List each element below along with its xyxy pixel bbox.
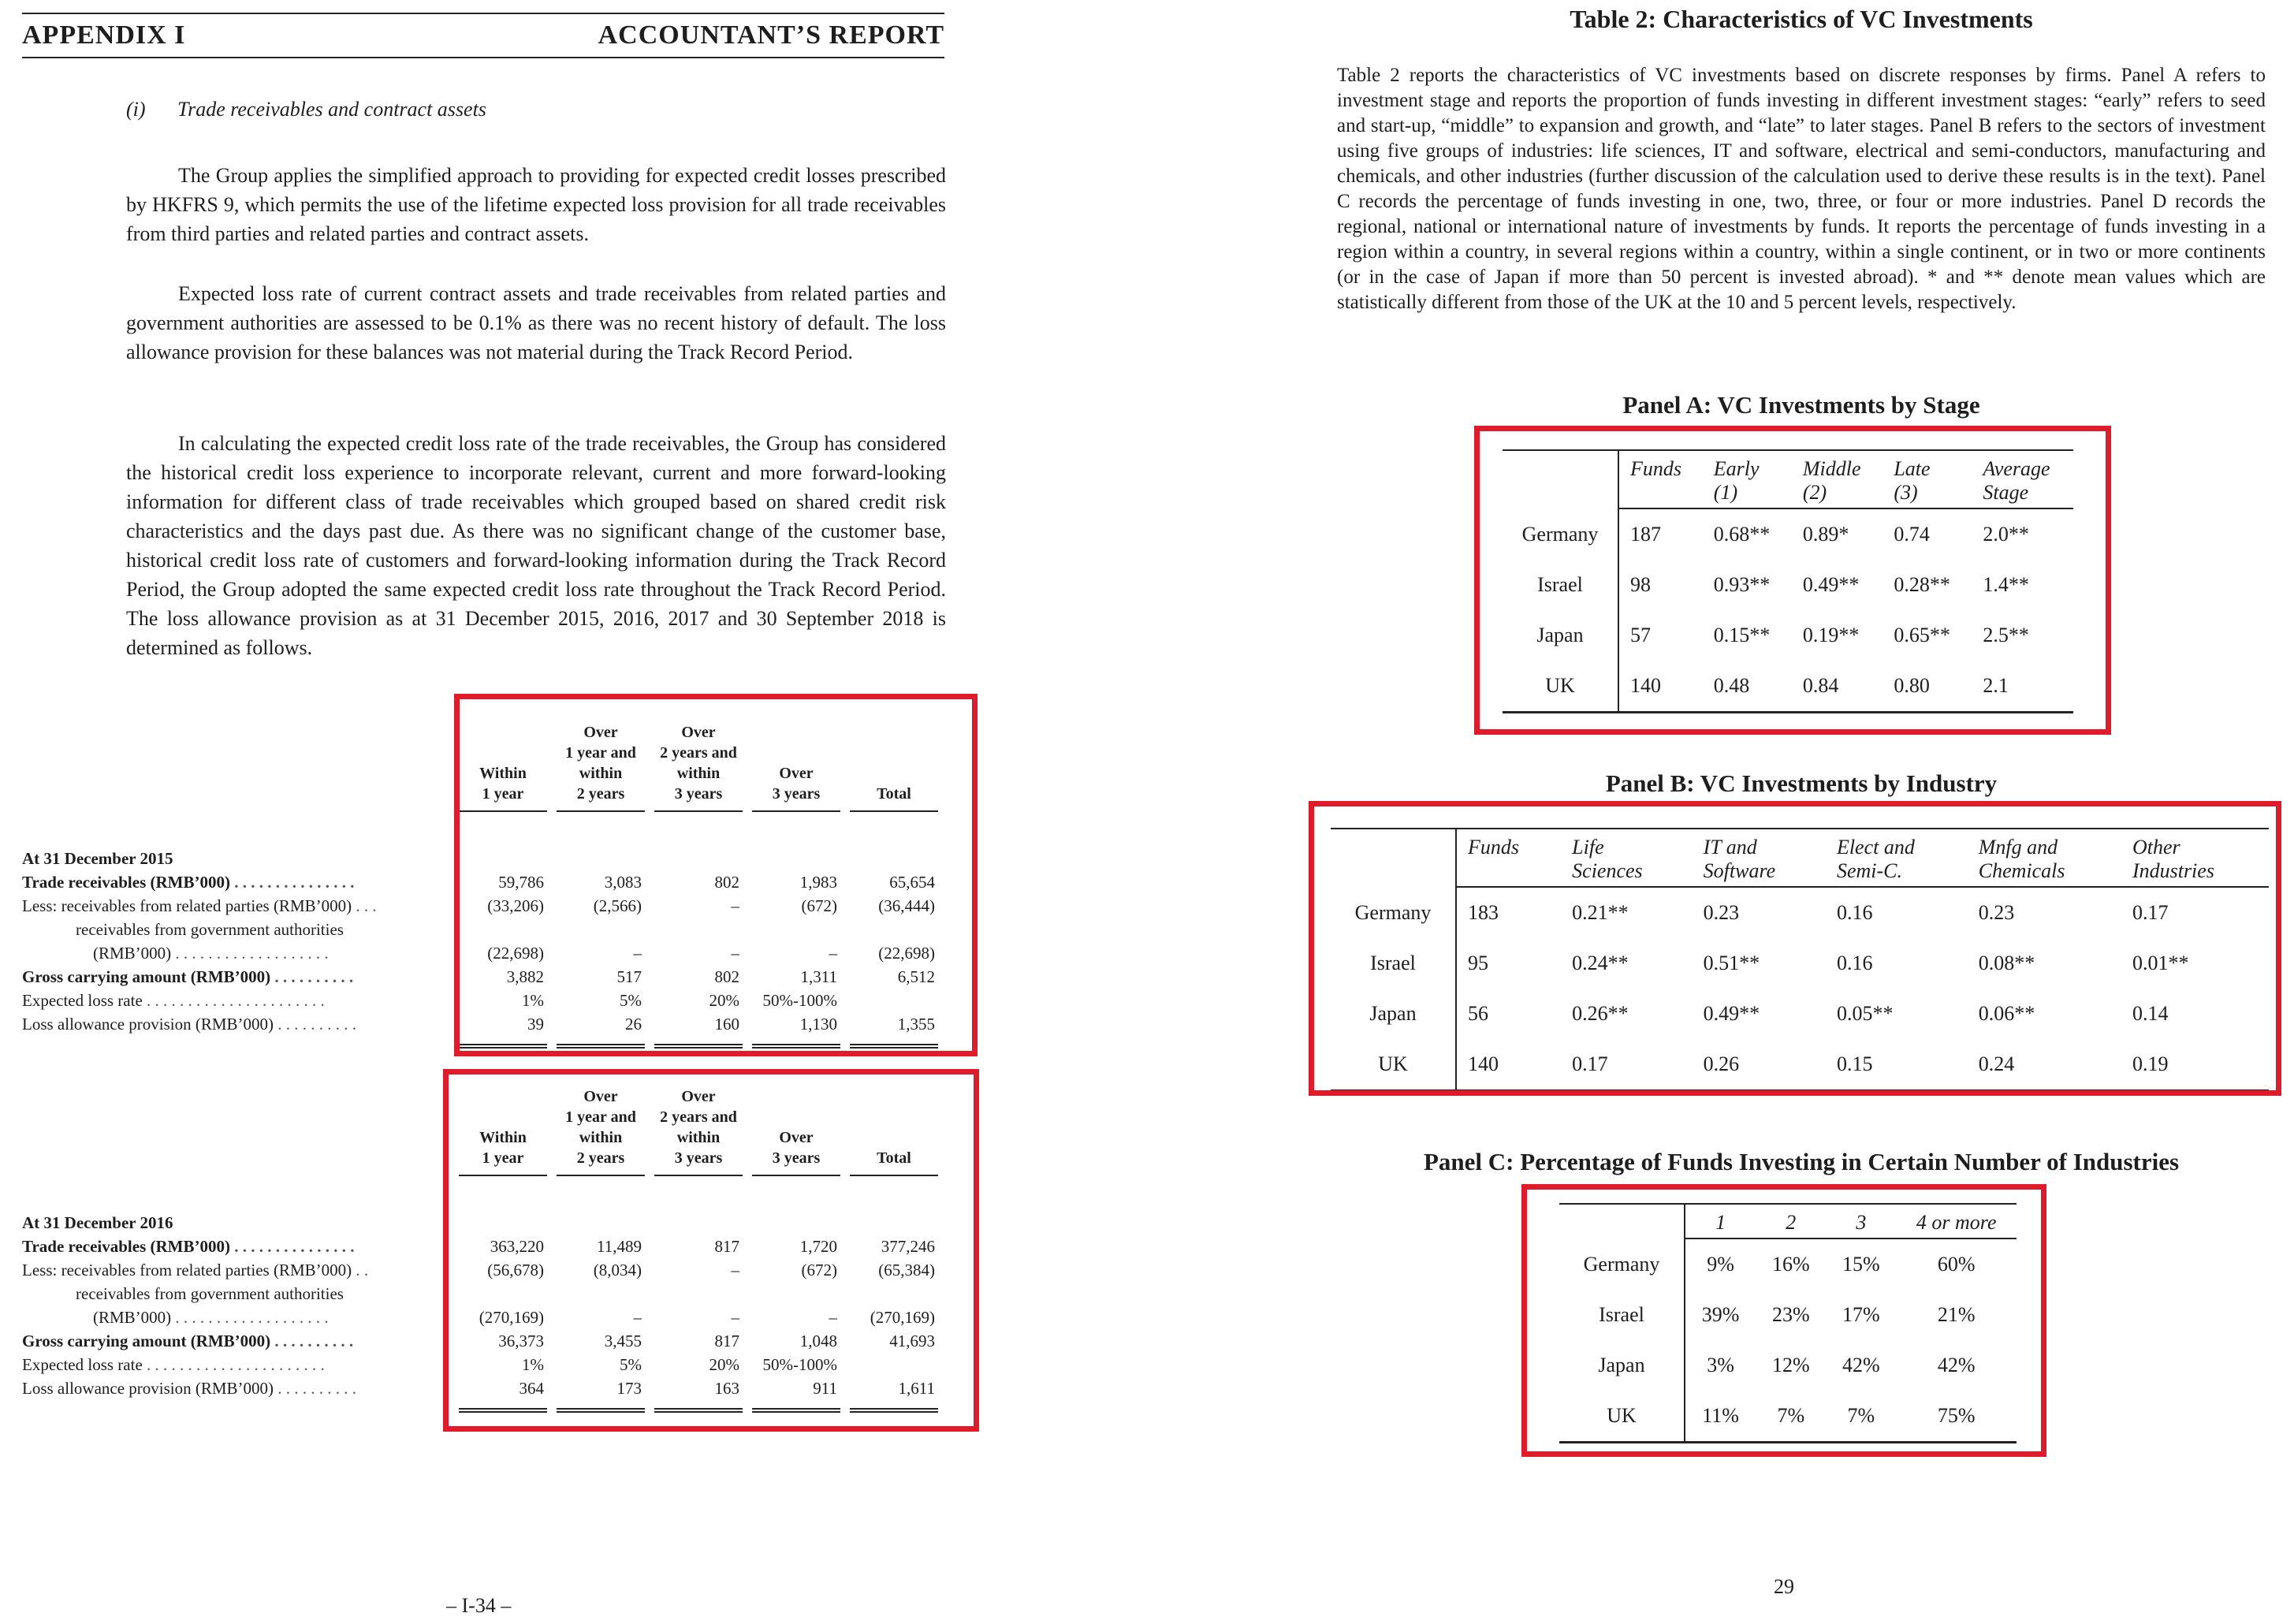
cell: 95	[1468, 952, 1488, 974]
cell: 2.0**	[1983, 523, 2029, 546]
running-head-right: ACCOUNTANT’S REPORT	[598, 20, 944, 50]
cell: 0.05**	[1836, 1002, 1894, 1025]
row-label-gross: Gross carrying amount (RMB’000) . . . . . . . . . .	[22, 967, 354, 986]
cell: 0.17	[1561, 1039, 1692, 1091]
cell: 0.15	[1826, 1039, 1968, 1091]
country-cell: Germany	[1559, 1238, 1685, 1290]
cell: 0.15**	[1713, 624, 1771, 646]
cell: 817	[714, 1237, 739, 1256]
cell: (22,698)	[487, 944, 544, 963]
running-head-left: APPENDIX I	[22, 20, 186, 50]
cell: 0.01**	[2132, 952, 2189, 974]
cell: 0.19**	[1802, 624, 1860, 646]
col-header: Late (3)	[1882, 450, 1972, 508]
col-header: Early (1)	[1703, 450, 1792, 508]
cell: 36,373	[498, 1332, 544, 1350]
row-label-gov-line1: receivables from government authorities	[76, 920, 344, 939]
cell: 0.48	[1703, 661, 1792, 713]
col-header-over-3-years: Over 3 years	[752, 717, 840, 812]
highlight-box-table-2016	[443, 1069, 979, 1432]
cell: 1.4**	[1983, 573, 2029, 596]
page-number-left: – I-34 –	[446, 1594, 512, 1617]
cell: 377,246	[881, 1237, 935, 1256]
col-header-2-to-3-years: Over 2 years and within 3 years	[654, 1082, 743, 1176]
cell: 1,311	[800, 967, 837, 986]
cell: 42%	[1937, 1354, 1976, 1376]
cell: 11%	[1685, 1391, 1756, 1443]
cell: 17%	[1842, 1303, 1880, 1326]
cell: 0.49**	[1703, 1002, 1760, 1025]
cell: 1%	[522, 1355, 544, 1374]
col-header: Other Industries	[2121, 829, 2269, 887]
header-blank	[22, 717, 454, 812]
cell: 59,786	[498, 873, 544, 892]
country-cell: Japan	[1559, 1340, 1685, 1391]
cell: 23%	[1771, 1303, 1810, 1326]
col-header: 3	[1826, 1204, 1896, 1238]
cell: 3,882	[506, 967, 544, 986]
table-date: At 31 December 2015	[22, 849, 173, 868]
cell: –	[633, 944, 642, 963]
right-page	[1309, 0, 2294, 1624]
cell: 1%	[522, 991, 544, 1010]
col-header-within-1-year: Within 1 year	[459, 1082, 547, 1176]
cell: 0.23	[1703, 901, 1740, 924]
cell: 2.5**	[1983, 624, 2029, 646]
cell: 163	[714, 1379, 739, 1398]
cell: 9%	[1707, 1253, 1734, 1276]
cell: 0.14	[2132, 1002, 2169, 1025]
cell: 11,489	[597, 1237, 642, 1256]
cell: 0.49**	[1802, 573, 1860, 596]
cell: 0.26	[1693, 1039, 1826, 1091]
cell: 42%	[1842, 1354, 1880, 1376]
cell: (672)	[801, 896, 837, 915]
row-label-gov-line2: (RMB’000) . . . . . . . . . . . . . . . . . . .	[93, 944, 329, 963]
col-header-within-1-year: Within 1 year	[459, 717, 547, 812]
row-label-provision: Loss allowance provision (RMB’000) . . . . . . . . . .	[22, 1379, 357, 1398]
cell: 802	[714, 873, 739, 892]
cell: 0.17	[2132, 901, 2169, 924]
cell: 0.80	[1882, 661, 1972, 713]
table-caption: Table 2 reports the characteristics of VC investments based on discrete responses by firms. Panel A refers to investment stage and reports the proportion of funds investing in different investment stages: “early” refers to seed and start-up, “middle” to expansion and growth, and “late” to later stages. Panel B refers to the sectors of investment using five groups of industries: life sciences, IT and software, electrical and semi-conductors, manufacturing and chemicals, and other industries (further discussion of the calculation used to derive these results is in the text). Panel C records the percentage of funds investing in one, two, three, or four or more industries. Panel D records the regional, national or international nature of investments by funds. It reports the percentage of funds investing in a region within a country, in several regions within a country, within a single continent, or in two or more continents (or in the case of Japan if more than 50 percent is invested abroad). * and ** denote mean values which are statistically different from those of the UK at the 10 and 5 percent levels, respectively.	[1337, 65, 2266, 313]
cell: 5%	[620, 991, 642, 1010]
cell: 160	[714, 1015, 739, 1034]
section-heading	[126, 98, 486, 121]
cell: 1,983	[799, 873, 837, 892]
col-header: 1	[1685, 1204, 1756, 1238]
cell: 0.23	[1978, 901, 2015, 924]
cell: 26	[625, 1015, 642, 1034]
cell: 7%	[1826, 1391, 1896, 1443]
cell: 0.21**	[1572, 901, 1629, 924]
cell: 817	[714, 1332, 739, 1350]
cell: 65,654	[889, 873, 935, 892]
country-cell: Germany	[1503, 508, 1618, 560]
cell: 0.26**	[1572, 1002, 1629, 1025]
cell: 0.16	[1836, 952, 1873, 974]
row-label-gross: Gross carrying amount (RMB’000) . . . . . . . . . .	[22, 1332, 354, 1350]
col-header: Elect and Semi-C.	[1826, 829, 1968, 887]
cell: 3,455	[604, 1332, 642, 1350]
cell: 0.24**	[1572, 952, 1629, 974]
panel-c-title: Panel C: Percentage of Funds Investing in Certain Number of Industries	[1423, 1148, 2180, 1175]
highlight-box-panel-b	[1309, 801, 2281, 1096]
cell: 0.89*	[1802, 523, 1849, 546]
cell: 363,220	[490, 1237, 544, 1256]
page-number-right: 29	[1774, 1575, 1794, 1598]
cell: 0.24	[1968, 1039, 2121, 1091]
cell: 2.1	[1972, 661, 2073, 713]
cell: 57	[1630, 624, 1651, 646]
col-header-2-to-3-years: Over 2 years and within 3 years	[654, 717, 743, 812]
cell: (672)	[801, 1261, 837, 1279]
cell: 3%	[1707, 1354, 1734, 1376]
col-header: 2	[1756, 1204, 1826, 1238]
cell: –	[731, 944, 739, 963]
cell: (65,384)	[878, 1261, 935, 1279]
cell: 0.74	[1894, 523, 1930, 546]
row-label-rate: Expected loss rate . . . . . . . . . . . . . . . . . . . . . .	[22, 1355, 325, 1374]
cell: 0.28**	[1894, 573, 1950, 596]
running-head	[22, 13, 944, 58]
cell: 16%	[1771, 1253, 1810, 1276]
col-header: 4 or more	[1896, 1204, 2017, 1238]
row-label-gov-line1: receivables from government authorities	[76, 1284, 344, 1303]
header-blank	[22, 1082, 454, 1176]
paragraph-2: Expected loss rate of current contract assets and trade receivables from related parties and government authorities are assessed to be 0.1% as there was no recent history of default. The loss allowance provision for these balances was not material during the Track Record Period.	[126, 282, 946, 363]
paragraph-3: In calculating the expected credit loss rate of the trade receivables, the Group has considered the historical credit loss experience to incorporate relevant, current and more forward-looking information for different class of trade receivables which grouped based on shared credit risk characteristics and the days past due. As there was no significant change of the customer base, historical credit loss rate of customers and forward-looking information during the Track Record Period, the Group adopted the same expected credit loss rate throughout the Track Record Period. The loss allowance provision as at 31 December 2015, 2016, 2017 and 30 September 2018 is determined as follows.	[126, 432, 946, 659]
cell: 183	[1468, 901, 1499, 924]
cell: –	[731, 896, 739, 915]
country-cell: UK	[1331, 1039, 1456, 1091]
cell: 0.93**	[1713, 573, 1771, 596]
row-label-trade: Trade receivables (RMB’000) . . . . . . . . . . . . . . .	[22, 1237, 355, 1256]
cell: 1,355	[897, 1015, 935, 1034]
col-header: Funds	[1456, 829, 1561, 887]
cell: 173	[616, 1379, 642, 1398]
cell: 1,130	[799, 1015, 837, 1034]
cell: (2,566)	[593, 896, 642, 915]
cell: 15%	[1842, 1253, 1880, 1276]
cell: 0.51**	[1703, 952, 1760, 974]
country-cell: Israel	[1503, 560, 1618, 610]
country-cell: UK	[1503, 661, 1618, 713]
cell: –	[633, 1308, 642, 1327]
cell: (270,169)	[479, 1308, 544, 1327]
cell: 1,720	[799, 1237, 837, 1256]
cell: 60%	[1937, 1253, 1976, 1276]
country-cell: Israel	[1559, 1290, 1685, 1340]
panel-a-title: Panel A: VC Investments by Stage	[1622, 391, 1980, 419]
cell: 20%	[709, 1355, 739, 1374]
cell: 75%	[1896, 1391, 2017, 1443]
cell: 140	[1456, 1039, 1561, 1091]
cell: 20%	[709, 991, 739, 1010]
col-header: Mnfg and Chemicals	[1968, 829, 2121, 887]
col-header-1-to-2-years: Over 1 year and within 2 years	[557, 717, 645, 812]
cell: 12%	[1771, 1354, 1810, 1376]
section-title: Trade receivables and contract assets	[177, 98, 486, 121]
country-cell: Japan	[1503, 610, 1618, 661]
cell: 0.16	[1836, 901, 1873, 924]
cell: 517	[616, 967, 642, 986]
cell: 0.08**	[1978, 952, 2035, 974]
cell: 50%-100%	[762, 991, 837, 1010]
cell: 6,512	[897, 967, 935, 986]
cell: 39	[527, 1015, 544, 1034]
left-page	[0, 0, 985, 1624]
col-header-over-3-years: Over 3 years	[752, 1082, 840, 1176]
country-cell: Japan	[1331, 989, 1456, 1039]
cell: 0.84	[1792, 661, 1882, 713]
panel-b-title: Panel B: VC Investments by Industry	[1605, 769, 1998, 797]
cell: (22,698)	[878, 944, 935, 963]
cell: 21%	[1937, 1303, 1976, 1326]
cell: 1,048	[799, 1332, 837, 1350]
cell: 364	[519, 1379, 544, 1398]
row-label-trade: Trade receivables (RMB’000) . . . . . . . . . . . . . . .	[22, 873, 355, 892]
cell: (270,169)	[870, 1308, 935, 1327]
col-header-1-to-2-years: Over 1 year and within 2 years	[557, 1082, 645, 1176]
highlight-box-panel-a	[1474, 426, 2111, 735]
row-label-provision: Loss allowance provision (RMB’000) . . . . . . . . . .	[22, 1015, 357, 1034]
cell: 41,693	[889, 1332, 935, 1350]
paragraph-1: The Group applies the simplified approach to providing for expected credit losses prescribed by HKFRS 9, which permits the use of the lifetime expected loss provision for all trade receivables from third parties and related parties and contract assets.	[126, 164, 946, 245]
cell: –	[829, 944, 837, 963]
cell: 0.68**	[1713, 523, 1771, 546]
col-header: Average Stage	[1972, 450, 2073, 508]
col-header-total: Total	[850, 1082, 938, 1176]
table-date: At 31 December 2016	[22, 1213, 173, 1232]
cell: 1,611	[898, 1379, 935, 1398]
cell: 802	[714, 967, 739, 986]
cell: 3,083	[604, 873, 642, 892]
cell: 140	[1618, 661, 1703, 713]
cell: –	[829, 1308, 837, 1327]
cell: –	[731, 1261, 739, 1279]
highlight-box-panel-c	[1521, 1184, 2046, 1457]
highlight-box-table-2015	[454, 694, 978, 1056]
col-header: IT and Software	[1693, 829, 1826, 887]
cell: –	[731, 1308, 739, 1327]
col-header-total: Total	[850, 717, 938, 812]
cell: 39%	[1701, 1303, 1740, 1326]
row-label-gov-line2: (RMB’000) . . . . . . . . . . . . . . . . . . .	[93, 1308, 329, 1327]
cell: (36,444)	[878, 896, 935, 915]
row-label-related: Less: receivables from related parties (RMB’000) . .	[22, 1261, 369, 1279]
cell: 0.19	[2121, 1039, 2269, 1091]
cell: 911	[813, 1379, 837, 1398]
cell: (8,034)	[593, 1261, 642, 1279]
cell: 98	[1630, 573, 1651, 596]
cell: 0.65**	[1894, 624, 1950, 646]
table-title: Table 2: Characteristics of VC Investments	[1570, 5, 2033, 33]
cell: 0.06**	[1978, 1002, 2035, 1025]
row-label-related: Less: receivables from related parties (RMB’000) . . .	[22, 896, 377, 915]
country-cell: Israel	[1331, 938, 1456, 989]
section-number: (i)	[126, 98, 146, 121]
col-header: Life Sciences	[1561, 829, 1692, 887]
country-cell: Germany	[1331, 887, 1456, 938]
cell: 56	[1468, 1002, 1488, 1025]
row-label-rate: Expected loss rate . . . . . . . . . . . . . . . . . . . . . .	[22, 991, 325, 1010]
col-header: Funds	[1618, 450, 1703, 508]
cell: (33,206)	[487, 896, 544, 915]
cell: 187	[1630, 523, 1661, 546]
cell: (56,678)	[487, 1261, 544, 1279]
cell: 5%	[620, 1355, 642, 1374]
cell: 50%-100%	[762, 1355, 837, 1374]
col-header: Middle (2)	[1792, 450, 1882, 508]
country-cell: UK	[1559, 1391, 1685, 1443]
cell: 7%	[1756, 1391, 1826, 1443]
